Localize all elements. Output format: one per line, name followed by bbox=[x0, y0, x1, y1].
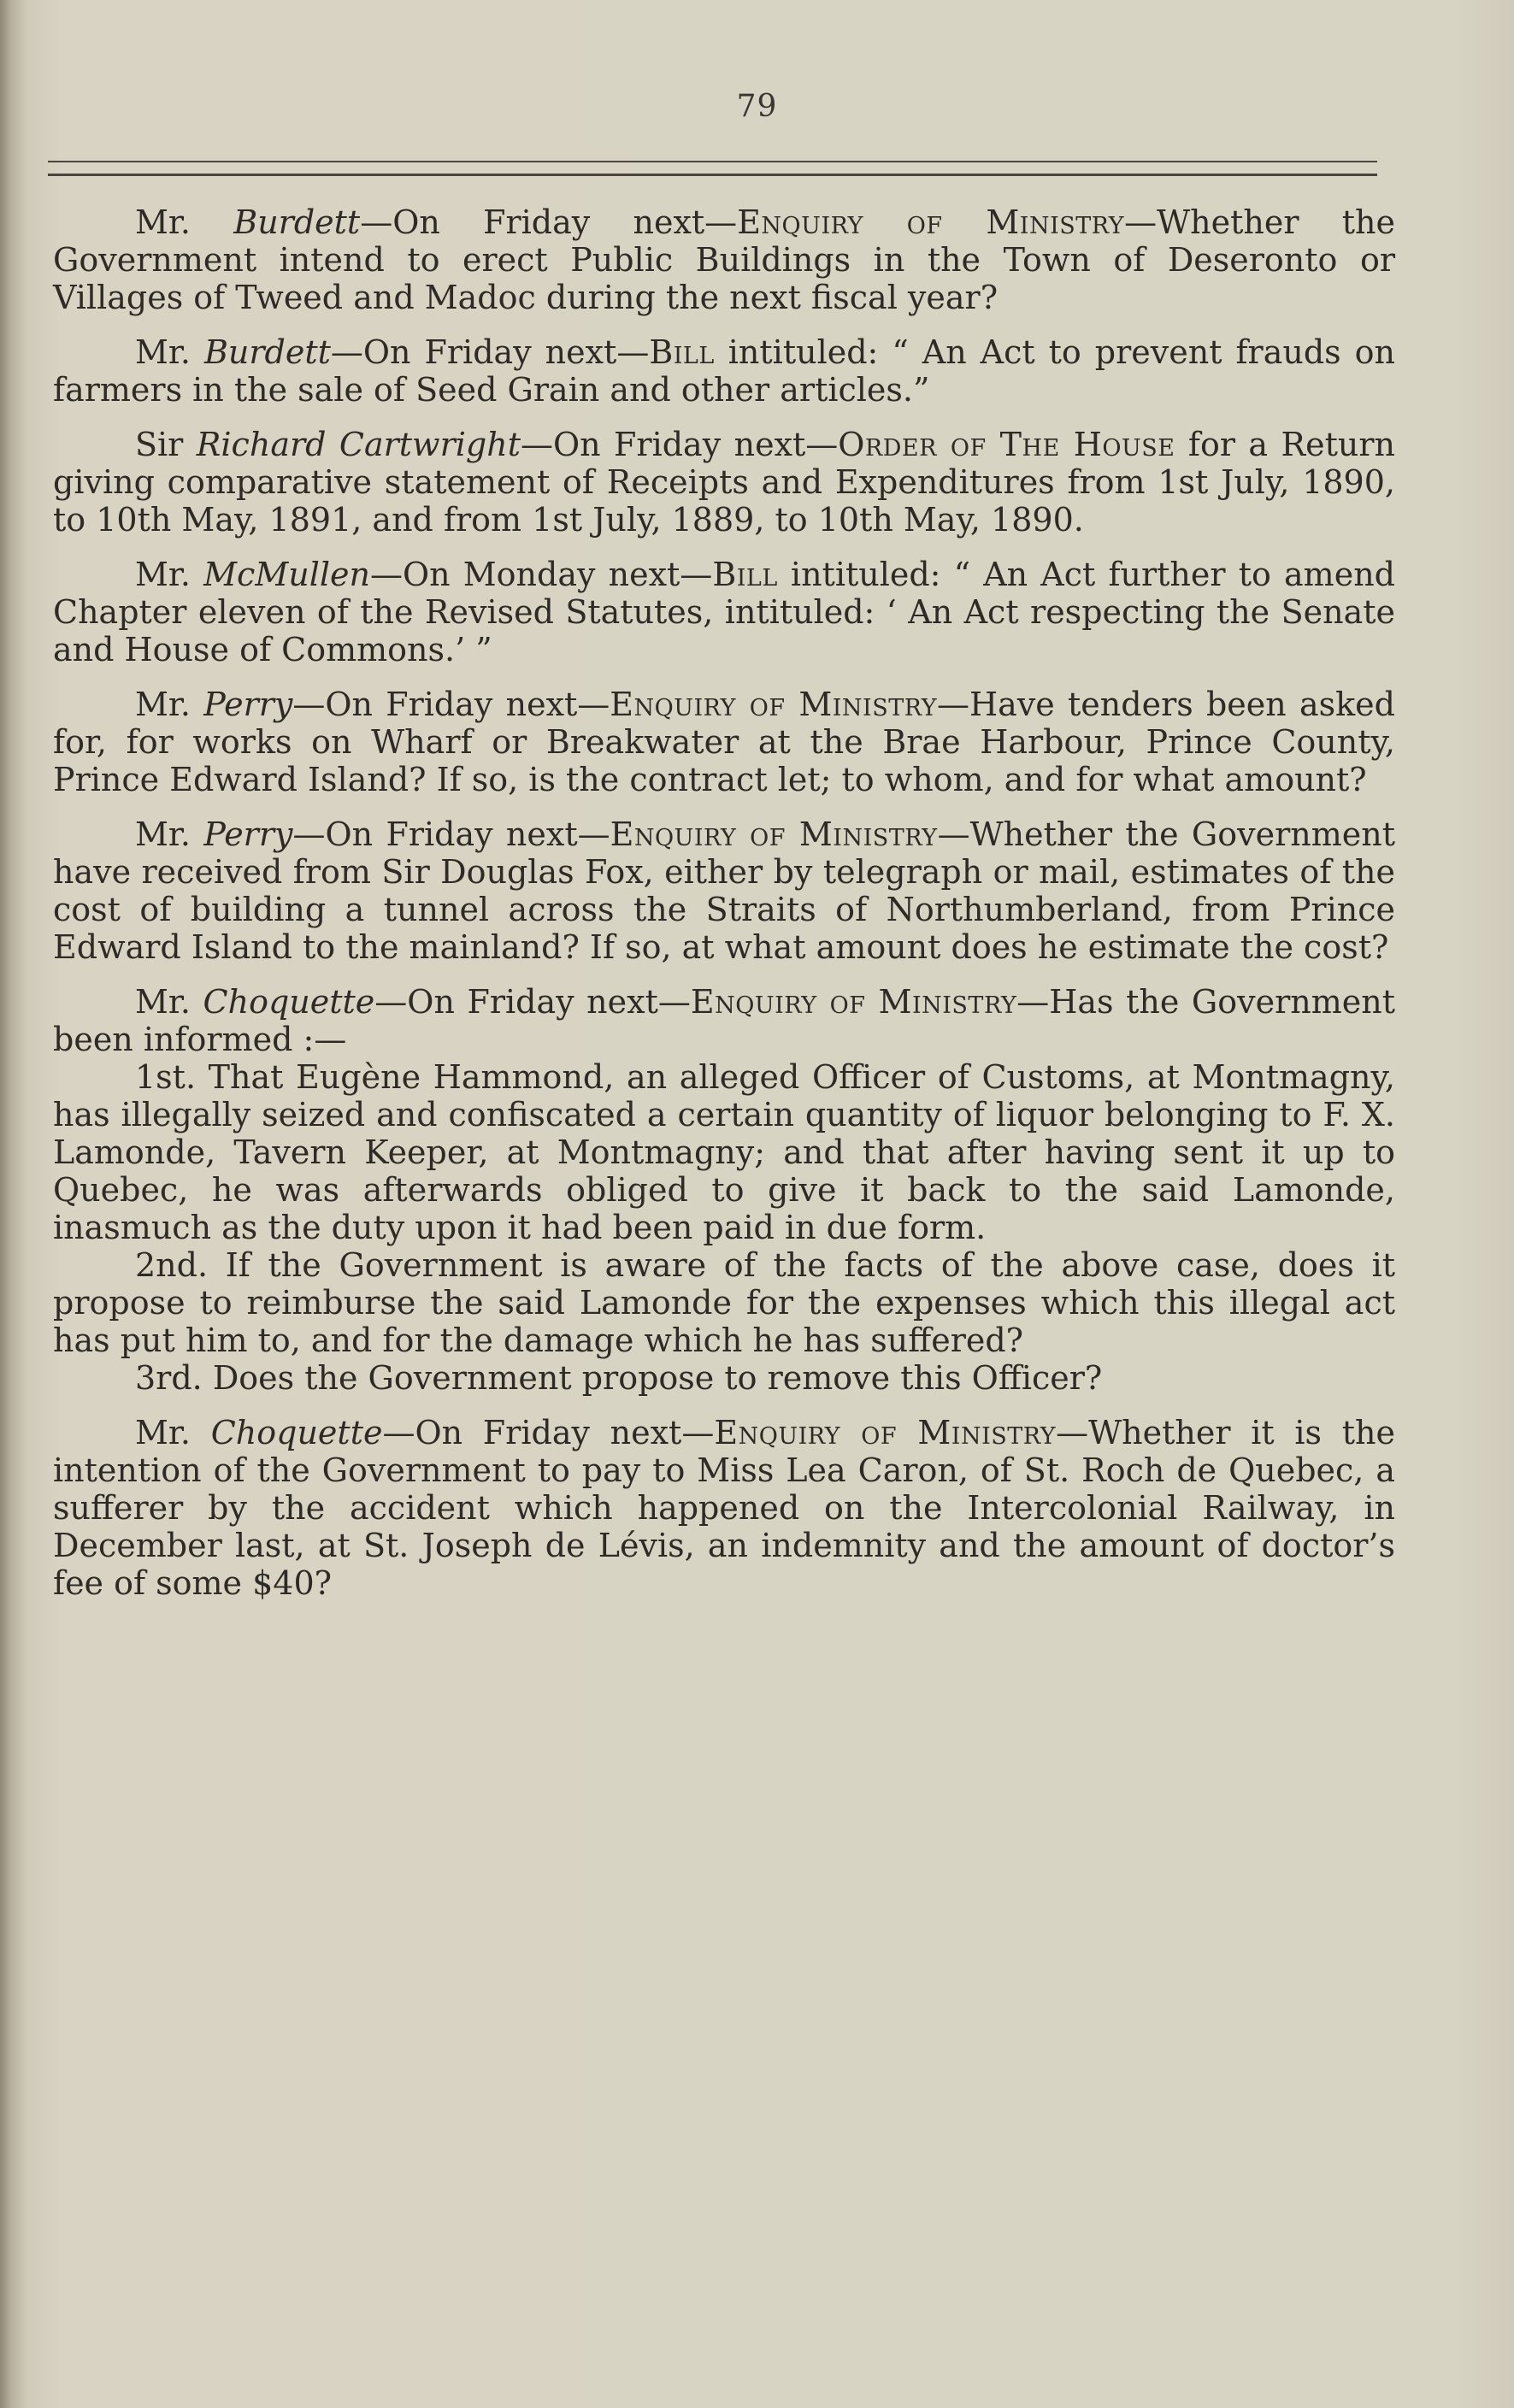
notice-kind: Bill bbox=[649, 333, 715, 371]
notice-text: —Whether the Government have received from Sir Douglas Fox, either by telegraph or mail, estimates of the cost of building a tunnel across the Straits of Northumberland, from Prince Edward Island to the mainland? If so, at what amount does he estimate the cost? bbox=[53, 815, 1395, 966]
notice-text: —Whether the Government intend to erect Public Buildings in the Town of Deseronto or Villages of Tweed and Madoc during the next fiscal year? bbox=[53, 203, 1395, 316]
notice-text: intituled: “ An Act to prevent frauds on farmers in the sale of Seed Grain and other articles.” bbox=[53, 333, 1395, 409]
notice-entry: Mr. Burdett—On Friday next—Bill intituled: “ An Act to prevent frauds on farmers in the sale of Seed Grain and other articles.” bbox=[53, 333, 1395, 409]
notice-text: —Has the Government been informed :— bbox=[53, 983, 1396, 1058]
member-name: Perry bbox=[203, 686, 293, 723]
notice-entry: Mr. Perry—On Friday next—Enquiry of Ministry—Have tenders been asked for, for works on Wharf or Breakwater at the Brae Harbour, Prince County, Prince Edward Island? If so, is the contract let; to whom, and for what amount? bbox=[53, 686, 1395, 798]
notice-kind: Order of The House bbox=[838, 426, 1175, 463]
header-rule-thick bbox=[48, 174, 1377, 176]
notice-entry: Mr. McMullen—On Monday next—Bill intituled: “ An Act further to amend Chapter eleven of the Revised Statutes, intituled: ‘ An Act respecting the Senate and House of Commons.’ ” bbox=[53, 556, 1395, 668]
notice-kind: Bill bbox=[712, 556, 778, 593]
notice-kind: Enquiry of Ministry bbox=[610, 815, 938, 853]
notice-list bbox=[53, 203, 1395, 1619]
enquiry-point: 3rd. Does the Government propose to remove this Officer? bbox=[135, 1359, 1103, 1397]
notice-text: —Have tenders been asked for, for works on Wharf or Breakwater at the Brae Harbour, Prince County, Prince Edward Island? If so, is the contract let; to whom, and for what amount? bbox=[53, 686, 1395, 798]
notice-text: for a Return giving comparative statement of Receipts and Expenditures from 1st July, 1890, to 10th May, 1891, and from 1st July, 1889, to 10th May, 1890. bbox=[53, 426, 1395, 539]
notice-entry: Sir Richard Cartwright—On Friday next—Order of The House for a Return giving comparative statement of Receipts and Expenditures from 1st July, 1890, to 10th May, 1891, and from 1st July, 1889, to 10th May, 1890. bbox=[53, 426, 1395, 539]
notice-entry: Mr. Burdett—On Friday next—Enquiry of Ministry—Whether the Government intend to erect Public Buildings in the Town of Deseronto or Villages of Tweed and Madoc during the next fiscal year? bbox=[53, 203, 1395, 316]
enquiry-point: 1st. That Eugène Hammond, an alleged Officer of Customs, at Montmagny, has illegally seized and confiscated a certain quantity of liquor belonging to F. X. Lamonde, Tavern Keeper, at Montmagny; and that after having sent it up to Quebec, he was afterwards obliged to give it back to the said Lamonde, inasmuch as the duty upon it had been paid in due form. bbox=[53, 1058, 1395, 1246]
member-name: Richard Cartwright bbox=[196, 426, 521, 463]
member-name: McMullen bbox=[203, 556, 370, 593]
member-name: Burdett bbox=[233, 203, 361, 241]
notice-kind: Enquiry of Ministry bbox=[714, 1414, 1057, 1451]
notice-text: intituled: “ An Act further to amend Chapter eleven of the Revised Statutes, intituled: ‘ An Act respecting the Senate and House of Commons.’ ” bbox=[53, 556, 1395, 668]
header-rule-thin bbox=[48, 161, 1377, 162]
notice-kind: Enquiry of Ministry bbox=[737, 203, 1125, 241]
notice-kind: Enquiry of Ministry bbox=[610, 686, 938, 723]
member-name: Choquette bbox=[203, 983, 375, 1021]
member-name: Perry bbox=[203, 815, 293, 853]
member-name: Burdett bbox=[203, 333, 331, 371]
member-name: Choquette bbox=[210, 1414, 383, 1451]
enquiry-point: 2nd. If the Government is aware of the facts of the above case, does it propose to reimburse the said Lamonde for the expenses which this illegal act has put him to, and for the damage which he has suffered? bbox=[53, 1246, 1395, 1359]
notice-entry: Mr. Perry—On Friday next—Enquiry of Ministry—Whether the Government have received from Sir Douglas Fox, either by telegraph or mail, estimates of the cost of building a tunnel across the Straits of Northumberland, from Prince Edward Island to the mainland? If so, at what amount does he estimate the cost? bbox=[53, 815, 1395, 966]
notice-text: —Whether it is the intention of the Government to pay to Miss Lea Caron, of St. Roch de Quebec, a sufferer by the accident which happened on the Intercolonial Railway, in December last, at St. Joseph de Lévis, an indemnity and the amount of doctor’s fee of some $40? bbox=[53, 1414, 1395, 1602]
page-number: 79 bbox=[736, 89, 778, 124]
notice-entry: Mr. Choquette—On Friday next—Enquiry of Ministry—Whether it is the intention of the Government to pay to Miss Lea Caron, of St. Roch de Quebec, a sufferer by the accident which happened on the Intercolonial Railway, in December last, at St. Joseph de Lévis, an indemnity and the amount of doctor’s fee of some $40? bbox=[53, 1414, 1395, 1602]
notice-entry: Mr. Choquette—On Friday next—Enquiry of Ministry—Has the Government been informed :— 1st. That Eugène Hammond, an alleged Officer of Customs, at Montmagny, has illegally seized and confiscated a certain quantity of liquor belonging to F. X. Lamonde, Tavern Keeper, at Montmagny; and that after having sent it up to Quebec, he was afterwards obliged to give it back to the said Lamonde, inasmuch as the duty upon it had been paid in due form. 2nd. If the Government is aware of the facts of the above case, does it propose to reimburse the said Lamonde for the expenses which this illegal act has put him to, and for the damage which he has suffered? 3rd. Does the Government propose to remove this Officer? bbox=[53, 983, 1396, 1397]
notice-kind: Enquiry of Ministry bbox=[690, 983, 1017, 1021]
